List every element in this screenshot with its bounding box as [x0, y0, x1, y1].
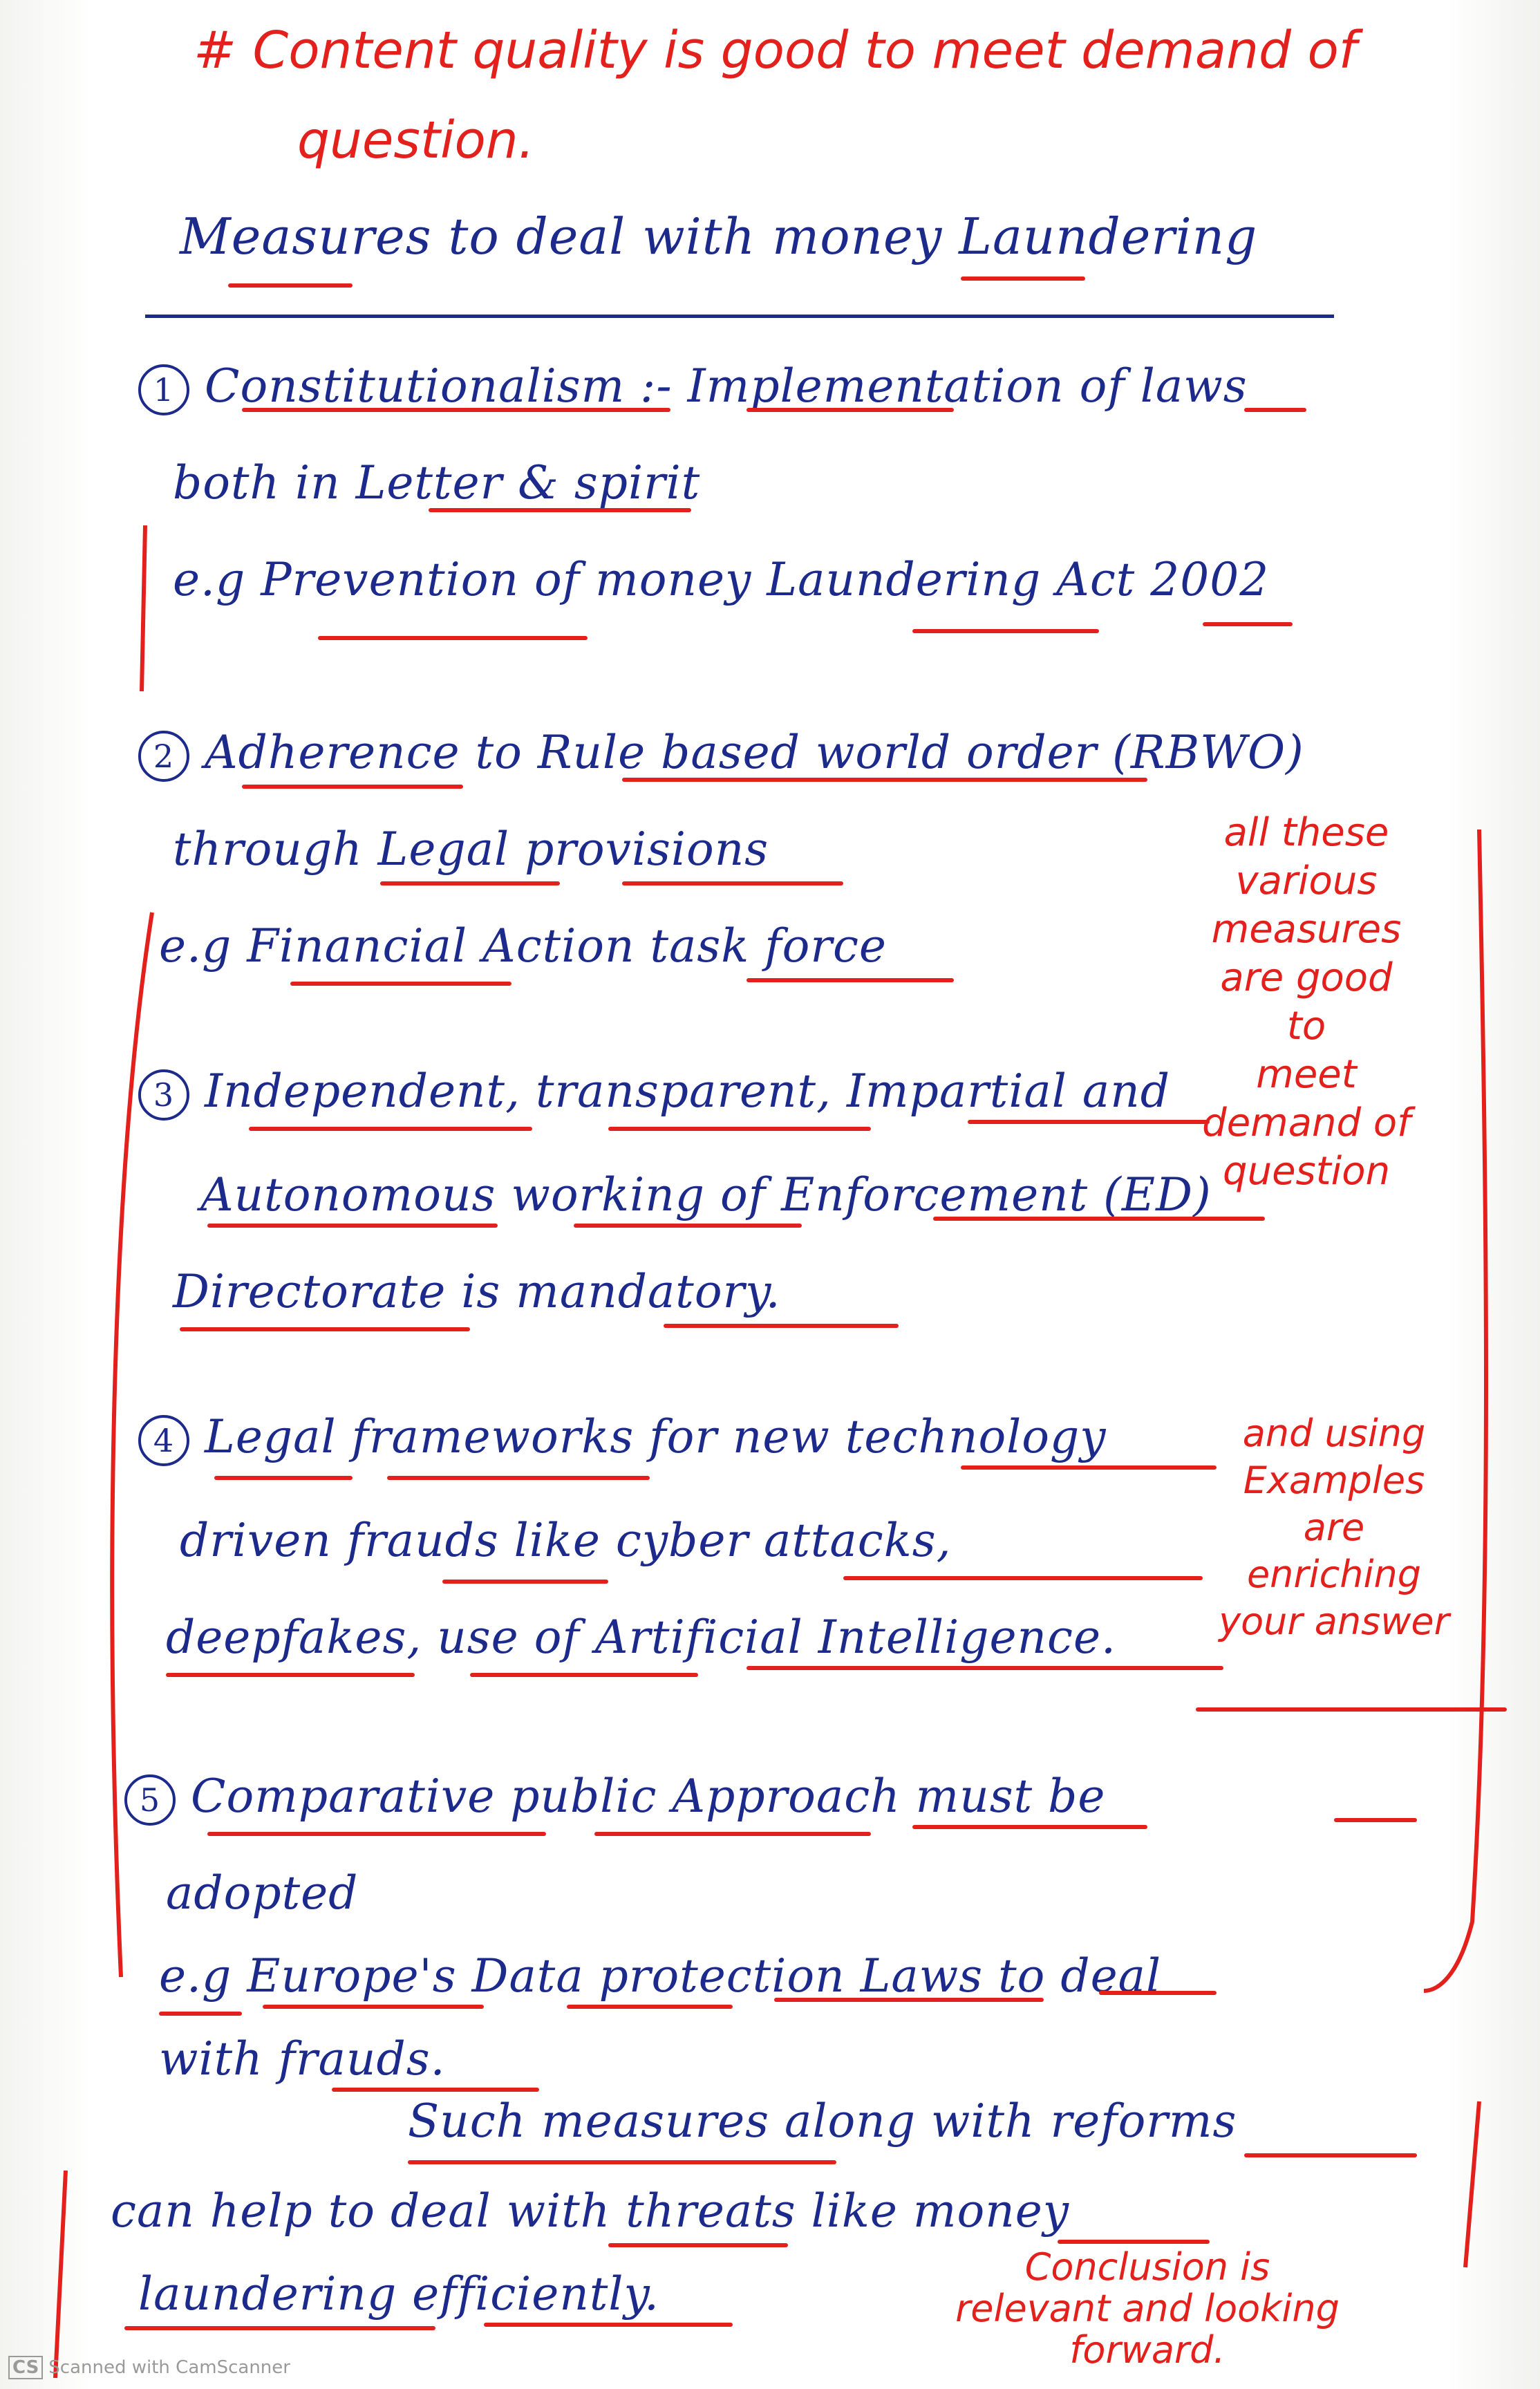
point-2-number: 2 — [138, 731, 189, 782]
point-1-line-1: 1 Constitutionalism :- Implementation of laws — [138, 359, 1248, 415]
point-5-line-1: 5 Comparative public Approach must be — [124, 1770, 1105, 1826]
point-5-line-2: adopted — [166, 1866, 359, 1920]
top-comment-line-1: # Content quality is good to meet demand of — [194, 21, 1357, 80]
point-4-line-2: driven frauds like cyber attacks, — [180, 1514, 952, 1567]
bracket-point-1 — [142, 525, 145, 691]
margin-comment-2: and using Examples are enriching your answer — [1219, 1412, 1449, 1643]
margin-comment-3: Conclusion is relevant and looking forward. — [955, 2245, 1340, 2372]
conclusion-line-3: laundering efficiently. — [138, 2267, 659, 2321]
conclusion-line-2: can help to deal with threats like money — [111, 2184, 1070, 2238]
point-2-line-3: e.g Financial Action task force — [159, 919, 887, 973]
bracket-conclusion-right — [1465, 2101, 1479, 2267]
point-2-line-1: 2 Adherence to Rule based world order (RBWO) — [138, 726, 1304, 782]
point-5-line-3: e.g Europe's Data protection Laws to deal — [159, 1949, 1162, 2003]
bracket-right-main — [1424, 830, 1486, 1991]
point-4-line-3: deepfakes, use of Artificial Intelligence. — [166, 1611, 1117, 1664]
top-comment-line-2: question. — [297, 111, 535, 170]
scanner-badge: CS — [8, 2356, 43, 2379]
scanner-watermark: CS Scanned with CamScanner — [8, 2356, 290, 2379]
point-1-line-3: e.g Prevention of money Laundering Act 2002 — [173, 553, 1270, 606]
point-4-number: 4 — [138, 1415, 189, 1466]
conclusion-line-1: Such measures along with reforms — [408, 2095, 1237, 2148]
point-5-line-4: with frauds. — [159, 2032, 446, 2086]
point-5-number: 5 — [124, 1774, 176, 1826]
point-3-line-2: Autonomous working of Enforcement (ED) — [200, 1168, 1212, 1221]
margin-comment-1: all these various measures are good to meet demand of question — [1202, 810, 1411, 1194]
point-4-line-1: 4 Legal frameworks for new technology — [138, 1410, 1107, 1466]
point-1-number: 1 — [138, 364, 189, 415]
point-1-line-2: both in Letter & spirit — [173, 456, 701, 509]
point-3-line-3: Directorate is mandatory. — [173, 1265, 781, 1318]
point-2-line-2: through Legal provisions — [173, 823, 769, 876]
page-heading: Measures to deal with money Laundering — [180, 207, 1258, 265]
point-3-line-1: 3 Independent, transparent, Impartial and — [138, 1065, 1170, 1121]
bracket-conclusion-left — [55, 2171, 66, 2378]
point-3-number: 3 — [138, 1069, 189, 1121]
bracket-left-main — [112, 912, 152, 1977]
